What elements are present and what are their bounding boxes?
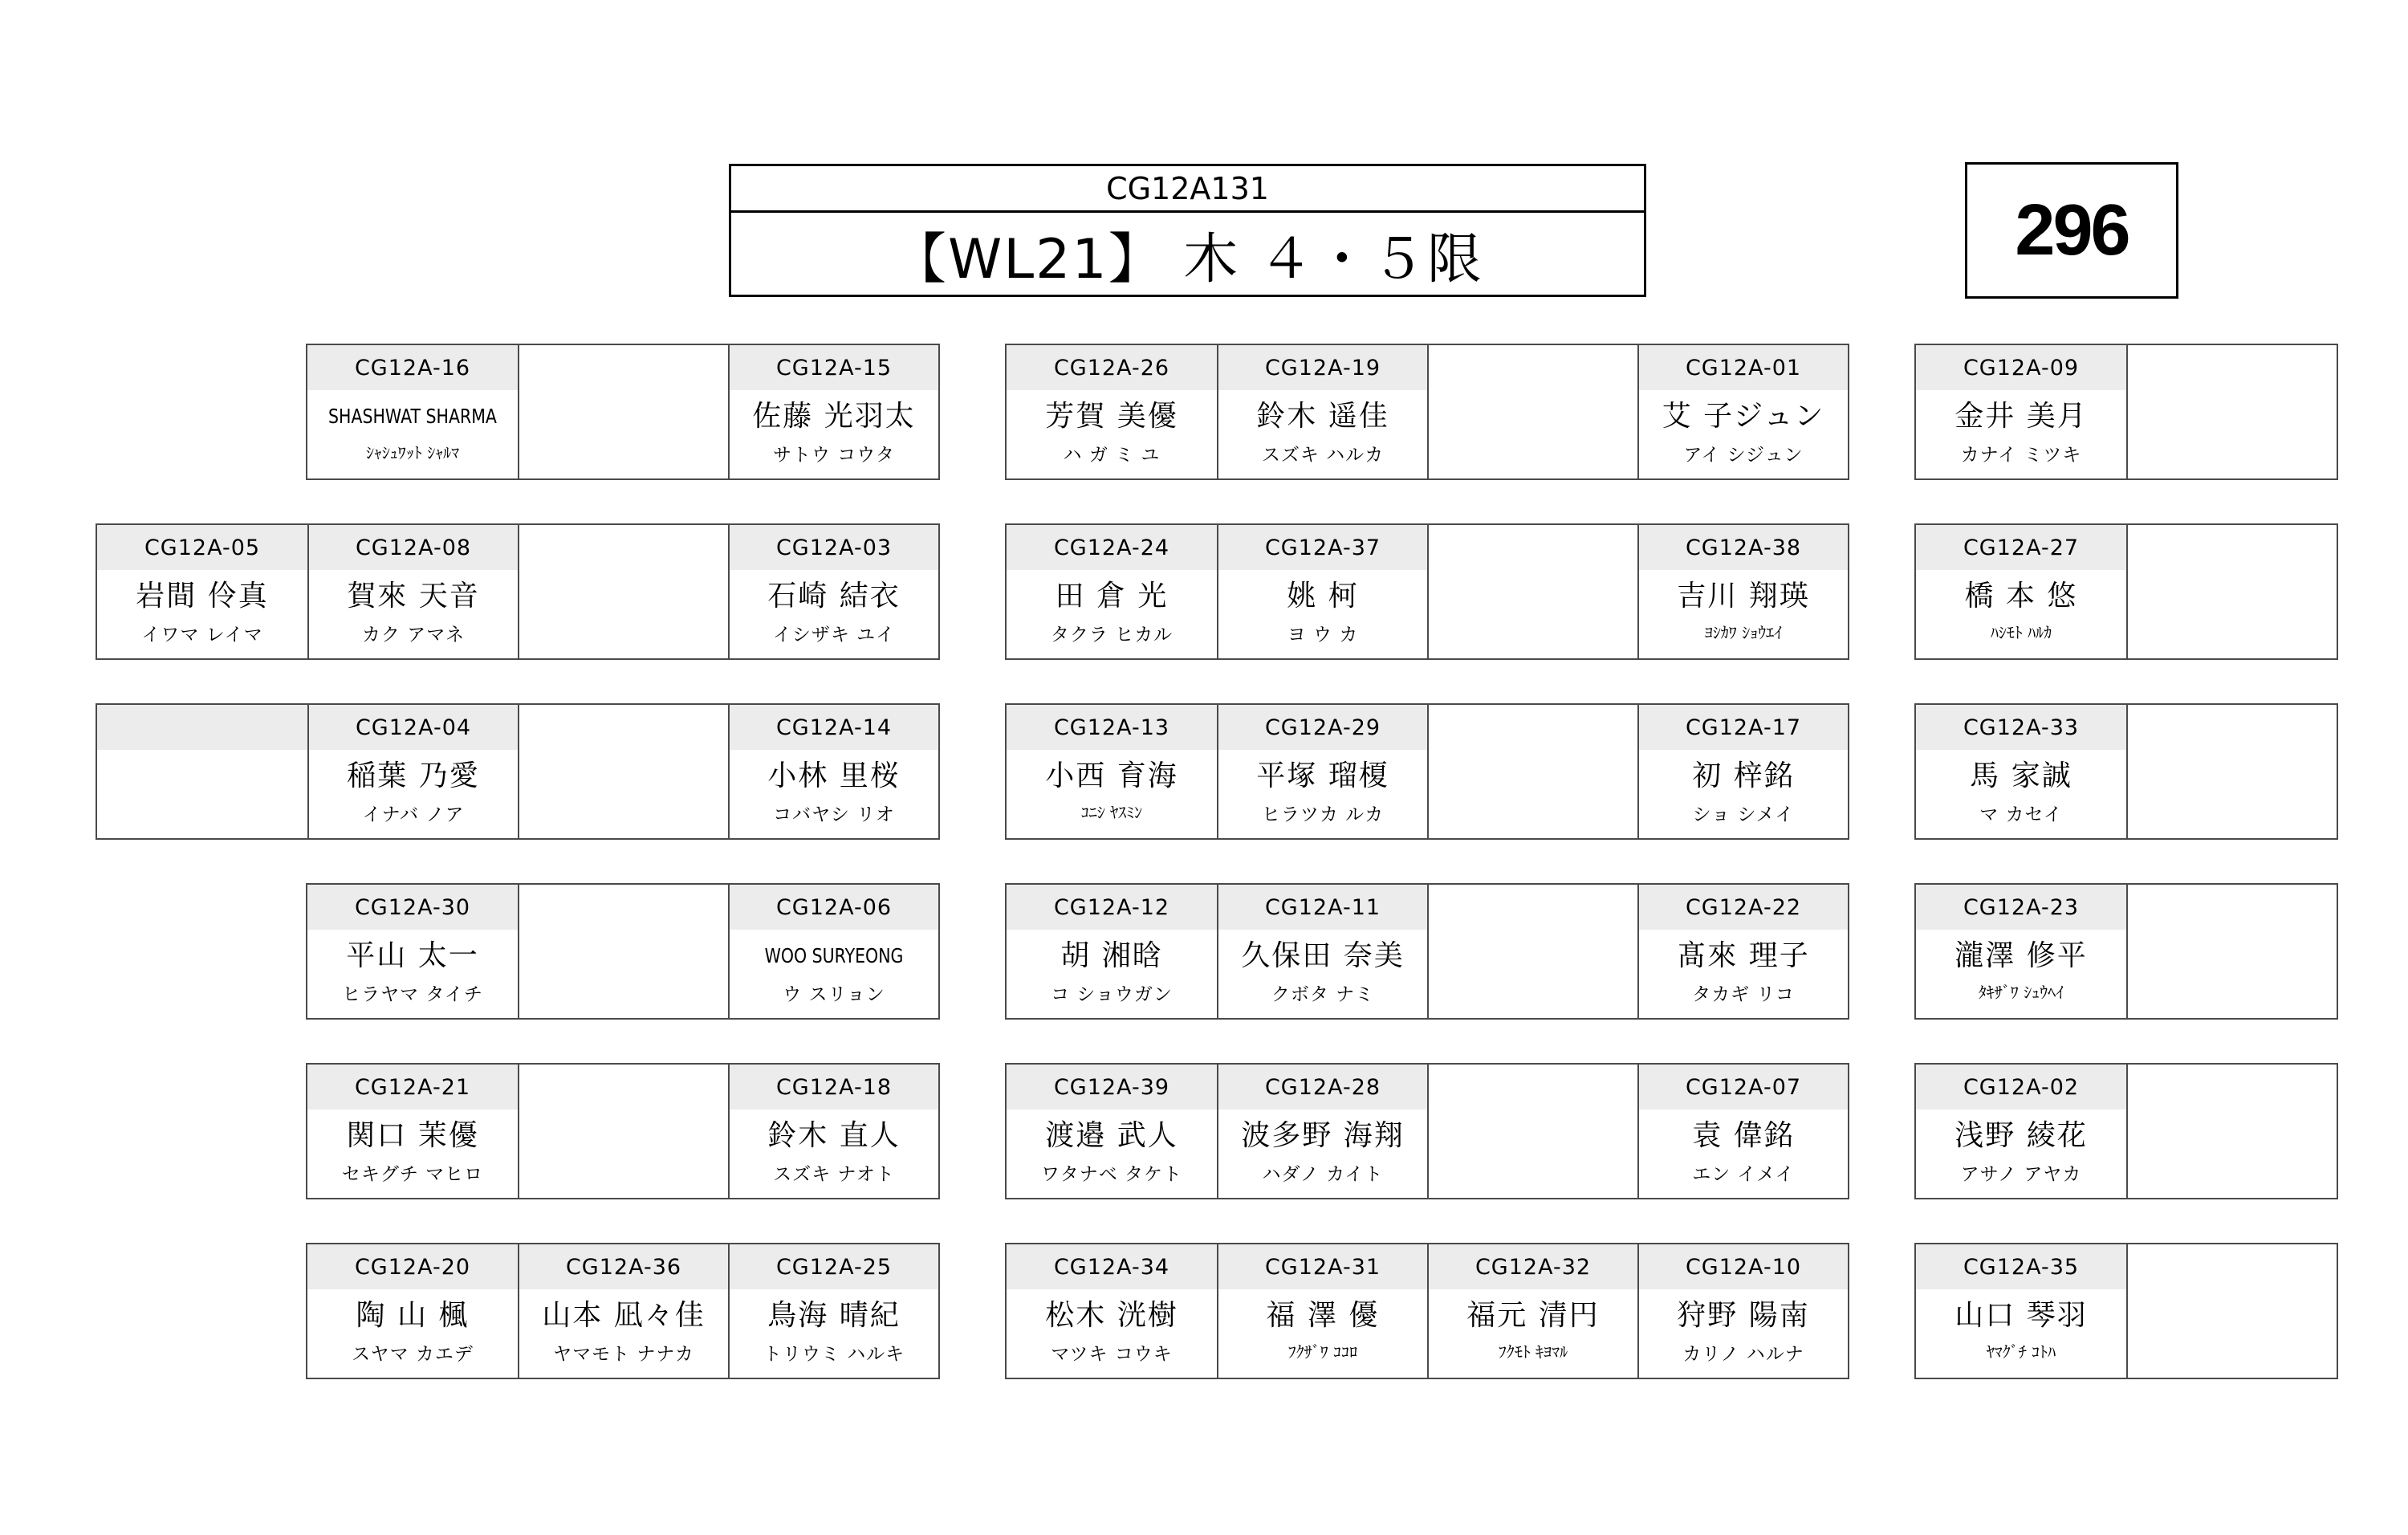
student-id: CG12A-17 bbox=[1639, 705, 1848, 750]
seat bbox=[728, 1065, 938, 1198]
student-id: CG12A-12 bbox=[1007, 885, 1217, 930]
student-name: 平山 太一 bbox=[346, 939, 479, 972]
student-id: CG12A-15 bbox=[730, 345, 938, 390]
student-name: 吉川 翔瑛 bbox=[1677, 580, 1810, 613]
student-kana: ハダノ カイト bbox=[1262, 1164, 1384, 1185]
student-id: CG12A-18 bbox=[730, 1065, 938, 1110]
seat bbox=[307, 1065, 518, 1198]
student-name: 福元 清円 bbox=[1466, 1299, 1600, 1332]
student-id: CG12A-09 bbox=[1916, 345, 2126, 390]
desk-group bbox=[1914, 344, 2338, 480]
student-kana: トリウミ ハルキ bbox=[763, 1344, 905, 1365]
seat bbox=[307, 705, 518, 838]
student-id: CG12A-16 bbox=[307, 345, 518, 390]
student-kana: タカギ リコ bbox=[1692, 984, 1795, 1005]
student-name: SHASHWAT SHARMA bbox=[328, 405, 497, 428]
student-name: 鳥海 晴紀 bbox=[767, 1299, 901, 1332]
student-name: 平塚 瑠榎 bbox=[1256, 759, 1389, 792]
student-id: CG12A-24 bbox=[1007, 525, 1217, 570]
desk-group bbox=[1005, 1243, 1849, 1379]
empty-seat bbox=[2126, 885, 2337, 1018]
student-name: 小林 里桜 bbox=[767, 759, 901, 792]
seat bbox=[307, 885, 518, 1018]
student-name: 関口 茉優 bbox=[346, 1119, 479, 1152]
student-name: 久保田 奈美 bbox=[1241, 939, 1405, 972]
seat bbox=[728, 345, 938, 478]
student-name: 胡 湘晗 bbox=[1060, 939, 1163, 972]
desk-group bbox=[1914, 1063, 2338, 1199]
student-id: CG12A-23 bbox=[1916, 885, 2126, 930]
student-id: CG12A-34 bbox=[1007, 1244, 1217, 1289]
student-kana: スヤマ カエデ bbox=[352, 1344, 474, 1365]
class-title: 【WL21】 木 ４・５限 bbox=[892, 228, 1483, 291]
seat bbox=[1916, 525, 2126, 658]
seat bbox=[1637, 885, 1848, 1018]
seat bbox=[1916, 705, 2126, 838]
seat bbox=[1916, 1244, 2126, 1378]
student-id: CG12A-19 bbox=[1218, 345, 1427, 390]
desk-group bbox=[96, 703, 940, 840]
empty-seat bbox=[2126, 525, 2337, 658]
student-kana: コ ショウガン bbox=[1051, 984, 1173, 1005]
seat bbox=[1217, 525, 1427, 658]
student-kana: サトウ コウタ bbox=[772, 445, 896, 466]
student-id: CG12A-27 bbox=[1916, 525, 2126, 570]
empty-seat bbox=[2126, 1244, 2337, 1378]
student-kana: マ カセイ bbox=[1979, 804, 2063, 825]
student-name: 福 澤 優 bbox=[1266, 1299, 1380, 1332]
desk-group bbox=[1914, 523, 2338, 660]
student-kana: セキグチ マヒロ bbox=[341, 1164, 484, 1185]
student-id: CG12A-08 bbox=[309, 525, 518, 570]
seat bbox=[1916, 1065, 2126, 1198]
seat bbox=[1007, 705, 1217, 838]
seat bbox=[1637, 1065, 1848, 1198]
empty-seat bbox=[1427, 525, 1637, 658]
desk-group bbox=[1005, 703, 1849, 840]
student-kana: スズキ ハルカ bbox=[1261, 445, 1385, 466]
student-name: 佐藤 光羽太 bbox=[752, 400, 916, 433]
student-kana: ワタナベ タケト bbox=[1040, 1164, 1183, 1185]
seat bbox=[1637, 1244, 1848, 1378]
empty-seat bbox=[1427, 705, 1637, 838]
seat bbox=[307, 1244, 518, 1378]
student-name: 田 倉 光 bbox=[1055, 580, 1169, 613]
student-name: 陶 山 楓 bbox=[356, 1299, 470, 1332]
student-id: CG12A-10 bbox=[1639, 1244, 1848, 1289]
seat bbox=[1007, 525, 1217, 658]
student-kana: クボタ ナミ bbox=[1271, 984, 1375, 1005]
student-name: 稲葉 乃愛 bbox=[347, 759, 480, 792]
seat bbox=[728, 1244, 938, 1378]
student-id: CG12A-35 bbox=[1916, 1244, 2126, 1289]
empty-seat bbox=[1427, 1065, 1637, 1198]
student-name: 小西 育海 bbox=[1045, 759, 1178, 792]
student-name: WOO SURYEONG bbox=[764, 944, 904, 967]
student-kana: アサノ アヤカ bbox=[1960, 1164, 2082, 1185]
seat bbox=[1007, 345, 1217, 478]
student-kana: ヤマモト ナナカ bbox=[553, 1344, 694, 1365]
seat bbox=[1217, 885, 1427, 1018]
seat bbox=[1217, 345, 1427, 478]
student-id: CG12A-04 bbox=[309, 705, 518, 750]
student-id: CG12A-39 bbox=[1007, 1065, 1217, 1110]
student-kana: マツキ コウキ bbox=[1051, 1344, 1173, 1365]
student-kana: エン イメイ bbox=[1692, 1164, 1795, 1185]
student-name: 鈴木 直人 bbox=[767, 1119, 901, 1152]
student-kana: ヨ ウ カ bbox=[1287, 625, 1359, 645]
student-kana: カナイ ミツキ bbox=[1960, 445, 2082, 466]
student-id: CG12A-30 bbox=[307, 885, 518, 930]
student-name: 松木 洸樹 bbox=[1045, 1299, 1178, 1332]
empty-seat bbox=[518, 345, 728, 478]
student-kana: コバヤシ リオ bbox=[773, 804, 895, 825]
desk-group bbox=[306, 1243, 940, 1379]
seat bbox=[1637, 705, 1848, 838]
student-id: CG12A-31 bbox=[1218, 1244, 1427, 1289]
student-id: CG12A-37 bbox=[1218, 525, 1427, 570]
empty-seat bbox=[97, 705, 307, 838]
empty-seat bbox=[1427, 885, 1637, 1018]
desk-group bbox=[1914, 883, 2338, 1020]
seat bbox=[1916, 885, 2126, 1018]
student-kana: ﾌｸｻﾞﾜ ｺｺﾛ bbox=[1287, 1342, 1358, 1362]
student-name: 山本 凪々佳 bbox=[542, 1299, 706, 1332]
student-id: CG12A-38 bbox=[1639, 525, 1848, 570]
page-number: 296 bbox=[1965, 162, 2178, 299]
student-name: 芳賀 美優 bbox=[1045, 400, 1178, 433]
student-name: 姚 柯 bbox=[1287, 580, 1359, 613]
seat bbox=[1217, 1244, 1427, 1378]
student-kana: ﾔﾏｸﾞﾁ ｺﾄﾊ bbox=[1986, 1342, 2056, 1362]
student-kana: スズキ ナオト bbox=[773, 1164, 895, 1185]
student-name: 鈴木 遥佳 bbox=[1256, 400, 1389, 433]
student-name: 艾 子ジュン bbox=[1662, 400, 1825, 433]
student-kana: タクラ ヒカル bbox=[1050, 625, 1173, 645]
student-kana: アイ シジュン bbox=[1683, 445, 1804, 466]
desk-group bbox=[1005, 883, 1849, 1020]
seat bbox=[728, 705, 938, 838]
empty-seat bbox=[2126, 1065, 2337, 1198]
student-kana: イワマ レイマ bbox=[141, 625, 263, 645]
student-id: CG12A-26 bbox=[1007, 345, 1217, 390]
seat bbox=[518, 1244, 728, 1378]
student-kana: イシザキ ユイ bbox=[772, 625, 896, 645]
student-id: CG12A-32 bbox=[1429, 1244, 1637, 1289]
student-name: 金井 美月 bbox=[1954, 400, 2088, 433]
student-id: CG12A-11 bbox=[1218, 885, 1427, 930]
desk-group bbox=[306, 1063, 940, 1199]
student-id: CG12A-03 bbox=[730, 525, 938, 570]
seat bbox=[1637, 525, 1848, 658]
seat bbox=[1427, 1244, 1637, 1378]
student-kana: カリノ ハルナ bbox=[1682, 1344, 1804, 1365]
student-name: 初 梓銘 bbox=[1692, 759, 1795, 792]
desk-group bbox=[1914, 1243, 2338, 1379]
student-id: CG12A-28 bbox=[1218, 1065, 1427, 1110]
student-kana: ヒラヤマ タイチ bbox=[342, 984, 483, 1005]
student-id: CG12A-29 bbox=[1218, 705, 1427, 750]
student-name: 橋 本 悠 bbox=[1964, 580, 2078, 613]
student-name: 波多野 海翔 bbox=[1241, 1119, 1405, 1152]
student-kana: ハ ガ ミ ユ bbox=[1063, 445, 1161, 466]
empty-seat bbox=[518, 1065, 728, 1198]
student-id: CG12A-21 bbox=[307, 1065, 518, 1110]
seat bbox=[1217, 705, 1427, 838]
student-kana: ﾀｷｻﾞﾜ ｼｭｳﾍｲ bbox=[1978, 983, 2064, 1002]
student-id: CG12A-05 bbox=[97, 525, 307, 570]
student-name: 浅野 綾花 bbox=[1954, 1119, 2088, 1152]
desk-group bbox=[1005, 344, 1849, 480]
student-name: 瀧澤 修平 bbox=[1954, 939, 2088, 972]
student-name: 石崎 結衣 bbox=[767, 580, 901, 613]
student-kana: ヒラツカ ルカ bbox=[1261, 804, 1385, 825]
student-id: CG12A-02 bbox=[1916, 1065, 2126, 1110]
empty-seat bbox=[2126, 705, 2337, 838]
seat bbox=[728, 885, 938, 1018]
student-kana: ﾌｸﾓﾄ ｷﾖﾏﾙ bbox=[1498, 1342, 1568, 1362]
student-id: CG12A-06 bbox=[730, 885, 938, 930]
student-name: 渡邉 武人 bbox=[1045, 1119, 1178, 1152]
seat bbox=[307, 525, 518, 658]
empty-seat bbox=[2126, 345, 2337, 478]
student-id: CG12A-01 bbox=[1639, 345, 1848, 390]
student-kana: ﾖｼｶﾜ ｼｮｳｴｲ bbox=[1704, 623, 1783, 642]
desk-group bbox=[1914, 703, 2338, 840]
student-id: CG12A-13 bbox=[1007, 705, 1217, 750]
desk-group bbox=[1005, 1063, 1849, 1199]
student-id: CG12A-22 bbox=[1639, 885, 1848, 930]
seat bbox=[1637, 345, 1848, 478]
empty-seat bbox=[1427, 345, 1637, 478]
desk-group bbox=[306, 344, 940, 480]
student-kana: カク アマネ bbox=[361, 625, 466, 645]
desk-group bbox=[96, 523, 940, 660]
empty-seat bbox=[518, 525, 728, 658]
seat-id-blank bbox=[97, 705, 307, 750]
seat bbox=[1916, 345, 2126, 478]
seat bbox=[1217, 1065, 1427, 1198]
student-name: 山口 琴羽 bbox=[1954, 1299, 2088, 1332]
empty-seat bbox=[518, 885, 728, 1018]
student-name: 髙來 理子 bbox=[1677, 939, 1810, 972]
seat bbox=[1007, 885, 1217, 1018]
student-name: 狩野 陽南 bbox=[1677, 1299, 1810, 1332]
student-id: CG12A-14 bbox=[730, 705, 938, 750]
student-id: CG12A-20 bbox=[307, 1244, 518, 1289]
student-name: 袁 偉銘 bbox=[1692, 1119, 1795, 1152]
seat bbox=[1007, 1244, 1217, 1378]
desk-group bbox=[1005, 523, 1849, 660]
seat bbox=[728, 525, 938, 658]
student-name: 賀來 天音 bbox=[347, 580, 480, 613]
student-kana: ショ シメイ bbox=[1692, 804, 1795, 825]
student-name: 馬 家誠 bbox=[1970, 759, 2072, 792]
student-kana: ｺﾆｼ ﾔｽﾐﾝ bbox=[1080, 803, 1143, 822]
seat bbox=[97, 525, 307, 658]
student-id: CG12A-25 bbox=[730, 1244, 938, 1289]
student-id: CG12A-36 bbox=[519, 1244, 728, 1289]
student-id: CG12A-07 bbox=[1639, 1065, 1848, 1110]
course-code: CG12A131 bbox=[731, 166, 1644, 213]
seat bbox=[1007, 1065, 1217, 1198]
empty-seat bbox=[518, 705, 728, 838]
student-kana: ウ スリョン bbox=[783, 984, 885, 1005]
seat bbox=[307, 345, 518, 478]
student-kana: ﾊｼﾓﾄ ﾊﾙｶ bbox=[1990, 623, 2052, 642]
student-name: 岩間 伶真 bbox=[136, 580, 269, 613]
desk-group bbox=[306, 883, 940, 1020]
student-id: CG12A-33 bbox=[1916, 705, 2126, 750]
student-kana: イナバ ノア bbox=[362, 804, 465, 825]
student-kana: ｼｬｼｭﾜｯﾄ ｼｬﾙﾏ bbox=[365, 443, 460, 462]
